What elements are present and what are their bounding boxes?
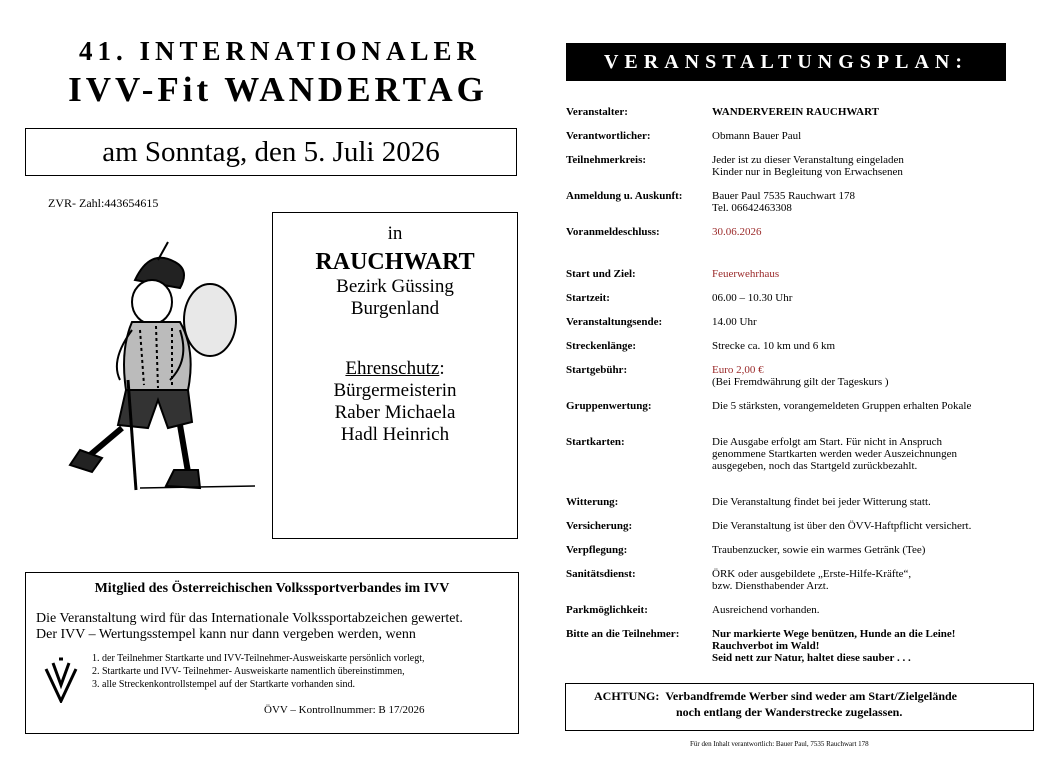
row-value: Obmann Bauer Paul xyxy=(712,130,802,142)
row-value: Die Ausgabe erfolgt am Start. Für nicht in Anspruch genommene Startkarten werden weder Auszeichnungen ausgegeben, noch das Startgeld zurückbezahlt. xyxy=(712,436,957,472)
row-value: WANDERVEREIN RAUCHWART xyxy=(712,106,879,118)
row-label: Bitte an die Teilnehmer: xyxy=(566,628,680,640)
membership-title: Mitglied des Österreichischen Volkssportverbandes im IVV xyxy=(94,581,450,596)
location-box xyxy=(272,212,518,539)
condition-item: 1. der Teilnehmer Startkarte und IVV-Teilnehmer-Ausweiskarte persönlich vorlegt, xyxy=(92,653,425,664)
row-label: Witterung: xyxy=(566,496,619,508)
event-date: am Sonntag, den 5. Juli 2026 xyxy=(102,136,440,168)
row-value: 06.00 – 10.30 Uhr xyxy=(712,292,793,304)
condition-item: 3. alle Streckenkontrollstempel auf der Startkarte vorhanden sind. xyxy=(92,679,355,690)
row-label: Startzeit: xyxy=(566,292,610,304)
row-value: Ausreichend vorhanden. xyxy=(712,604,820,616)
location-town: RAUCHWART xyxy=(315,249,475,275)
event-title-line2: IVV-Fit WANDERTAG xyxy=(68,70,488,109)
location-in: in xyxy=(387,223,403,244)
row-label: Veranstaltungsende: xyxy=(566,316,663,328)
row-label: Anmeldung u. Auskunft: xyxy=(566,190,683,202)
event-title-line1: 41. INTERNATIONALER xyxy=(78,36,482,66)
conditions-list xyxy=(92,652,424,691)
ivv-logo-icon xyxy=(44,657,78,703)
row-label: Versicherung: xyxy=(566,520,633,532)
row-value: 14.00 Uhr xyxy=(712,316,757,328)
patronage-colon: : xyxy=(439,358,445,379)
row-value: 30.06.2026 xyxy=(712,226,762,238)
row-value: Traubenzucker, sowie ein warmes Getränk (Tee) xyxy=(712,544,926,556)
row-value: Feuerwehrhaus xyxy=(712,268,780,280)
row-value: Bauer Paul 7535 Rauchwart 178 Tel. 06642463308 xyxy=(712,190,855,214)
schedule-heading: VERANSTALTUNGSPLAN: xyxy=(566,43,1006,81)
event-date-box xyxy=(25,128,517,176)
patronage-heading xyxy=(273,358,517,380)
location-district: Bezirk Güssing xyxy=(336,276,454,297)
location-state: Burgenland xyxy=(350,298,440,319)
warning-label: ACHTUNG: xyxy=(594,689,660,703)
warning-line1: ACHTUNG: Verbandfremde Werber sind weder am Start/Zielgelände xyxy=(594,689,957,703)
patron-3: Hadl Heinrich xyxy=(340,424,450,445)
warning-line2: noch entlang der Wanderstrecke zugelassen. xyxy=(676,705,903,719)
hiker-illustration xyxy=(40,240,265,500)
membership-text xyxy=(36,611,518,643)
membership-line2: Der IVV – Wertungsstempel kann nur dann vergeben werden, wenn xyxy=(36,627,416,642)
warning-box xyxy=(565,683,1034,731)
control-number: ÖVV – Kontrollnummer: B 17/2026 xyxy=(264,704,425,716)
row-label: Startkarten: xyxy=(566,436,625,448)
patronage-label: Ehrenschutz xyxy=(345,358,440,379)
row-value: Euro 2,00 € (Bei Fremdwährung gilt der Tageskurs ) xyxy=(712,364,889,388)
patron-1: Bürgermeisterin xyxy=(333,380,457,401)
membership-box xyxy=(25,572,519,734)
condition-item: 2. Startkarte und IVV- Teilnehmer- Ausweiskarte namentlich übereinstimmen, xyxy=(92,666,405,677)
row-value: ÖRK oder ausgebildete „Erste-Hilfe-Kräfte“, bzw. Diensthabender Arzt. xyxy=(712,568,912,592)
row-value: Jeder ist zu dieser Veranstaltung eingeladen Kinder nur in Begleitung von Erwachsenen xyxy=(712,154,904,178)
row-label: Voranmeldeschluss: xyxy=(566,226,660,238)
row-label: Parkmöglichkeit: xyxy=(566,604,648,616)
footer-responsible: Für den Inhalt verantwortlich: Bauer Paul, 7535 Rauchwart 178 xyxy=(690,740,869,748)
membership-line1: Die Veranstaltung wird für das Internationale Volkssportabzeichen gewertet. xyxy=(36,611,463,626)
row-label: Startgebühr: xyxy=(566,364,628,376)
row-label: Verpflegung: xyxy=(566,544,628,556)
row-label: Teilnehmerkreis: xyxy=(566,154,647,166)
row-value: Nur markierte Wege benützen, Hunde an die Leine! Rauchverbot im Wald! Seid nett zur Natur, haltet diese sauber . . . xyxy=(712,628,956,664)
row-label: Start und Ziel: xyxy=(566,268,636,280)
row-value: Die 5 stärksten, vorangemeldeten Gruppen erhalten Pokale xyxy=(712,400,972,412)
row-label: Veranstalter: xyxy=(566,106,628,118)
row-value: Die Veranstaltung ist über den ÖVV-Haftpflicht versichert. xyxy=(712,520,972,532)
row-value: Die Veranstaltung findet bei jeder Witterung statt. xyxy=(712,496,931,508)
zvr-number: ZVR- Zahl:443654615 xyxy=(48,196,159,210)
row-value: Strecke ca. 10 km und 6 km xyxy=(712,340,836,352)
row-label: Verantwortlicher: xyxy=(566,130,651,142)
row-label: Sanitätsdienst: xyxy=(566,568,636,580)
patron-2: Raber Michaela xyxy=(334,402,456,423)
row-label: Gruppenwertung: xyxy=(566,400,652,412)
row-label: Streckenlänge: xyxy=(566,340,637,352)
